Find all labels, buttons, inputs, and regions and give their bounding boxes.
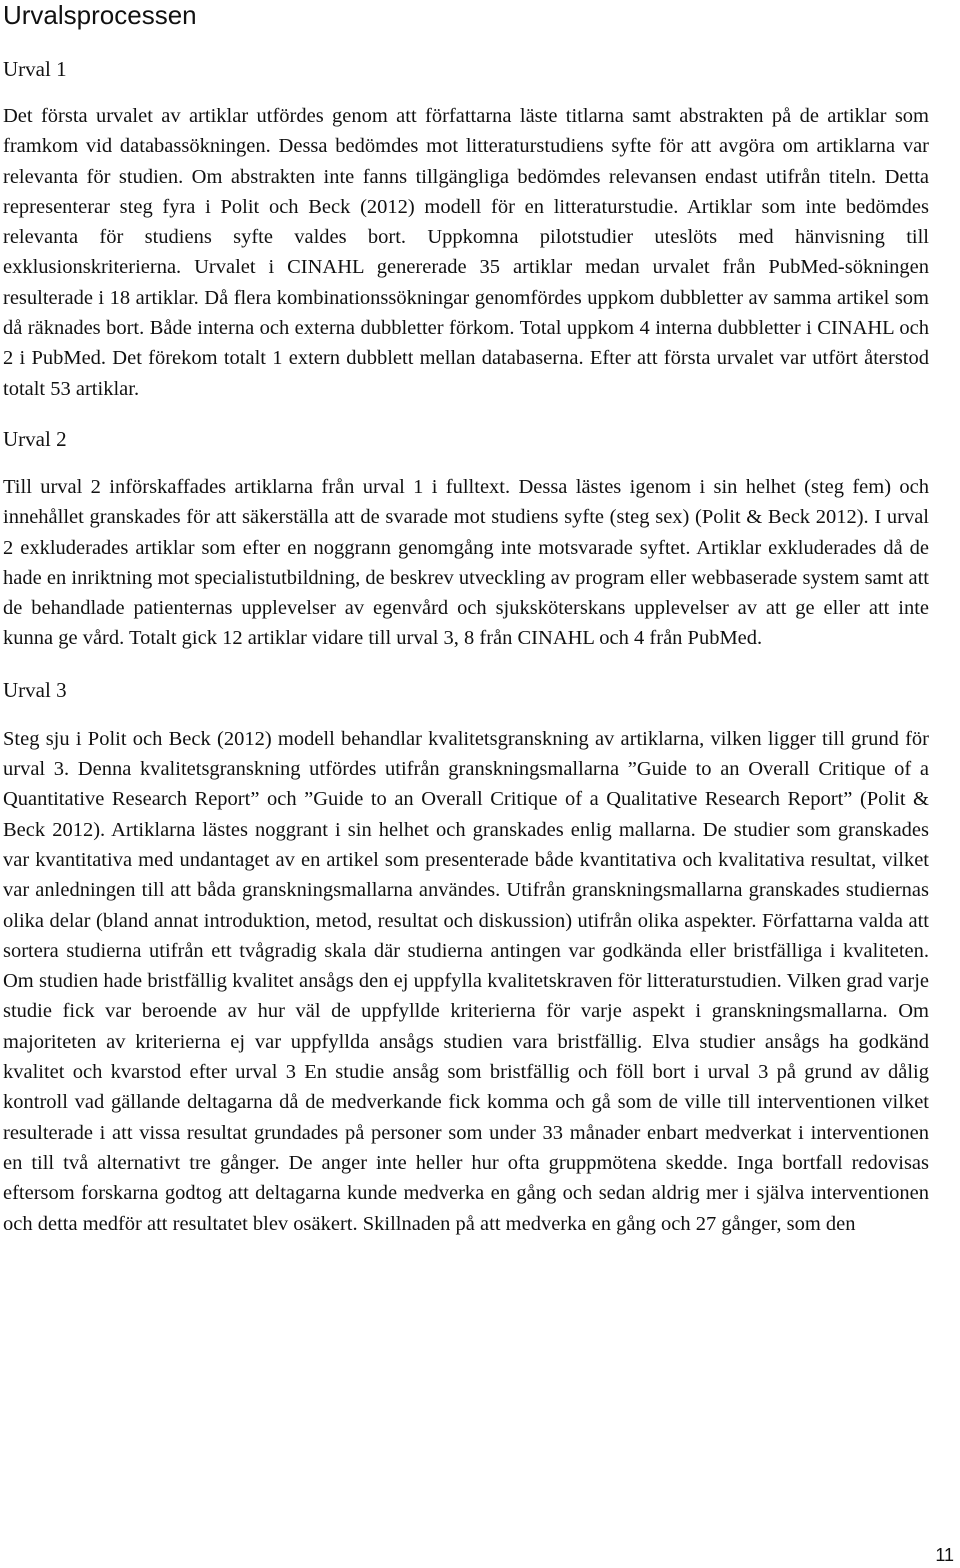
section-heading-urval-1: Urval 1 — [3, 57, 67, 81]
section-heading-urval-3: Urval 3 — [3, 677, 67, 702]
section-paragraph-urval-1: Det första urvalet av artiklar utfördes genom att författarna läste titlarna samt abstrakten på de artiklar som framkom vid databassökningen. Dessa bedömdes mot litteraturstudiens syfte för att avgöra om artiklarna var relevanta för studien. Om abstrakten inte fanns tillgängliga bedömdes relevansen endast utifrån titeln. Detta representerar steg fyra i Polit och Beck (2012) modell för en litteraturstudie. Artiklar som inte bedömdes relevanta för studiens syfte valdes bort. Uppkomna pilotstudier uteslöts med hänvisning till exklusionskriterierna. Urvalet i CINAHL genererade 35 artiklar medan urvalet från PubMed-sökningen resulterade i 18 artiklar. Då flera kombinationssökningar genomfördes uppkom dubbletter av samma artikel som då räknades bort. Både interna och externa dubbletter förkom. Total uppkom 4 interna dubbletter i CINAHL och 2 i PubMed. Det förekom totalt 1 extern dubblett mellan databaserna. Efter att första urvalet var utfört återstod totalt 53 artiklar. — [3, 105, 929, 400]
section-paragraph-urval-2: Till urval 2 införskaffades artiklarna från urval 1 i fulltext. Dessa lästes igenom i sin helhet (steg fem) och innehållet granskades för att säkerställa att de svarade mot studiens syfte (steg sex) (Polit & Beck 2012). I urval 2 exkluderades artiklar som efter en noggrann genomgång inte motsvarade syftet. Artiklar exkluderades då de hade en inriktning mot specialistutbildning, de beskrev utveckling av program eller webbaserade system samt att de behandlade patienternas upplevelser av egenvård och sjuksköterskans upplevelser av att ge eller att inte kunna ge vård. Totalt gick 12 artiklar vidare till urval 3, 8 från CINAHL och 4 från PubMed. — [3, 475, 929, 650]
section-paragraph-urval-3: Steg sju i Polit och Beck (2012) modell behandlar kvalitetsgranskning av artiklarna, vilken ligger till grund för urval 3. Denna kvalitetsgranskning utfördes utifrån granskningsmallarna ”Guide to an Overall Critique of a Quantitative Research Report” och ”Guide to an Overall Critique of a Qualitative Research Report” (Polit & Beck 2012). Artiklarna lästes noggrant i sin helhet och granskades enlig mallarna. De studier som granskades var kvantitativa med undantaget av en artikel som presenterade både kvantitativa och kvalitativa resultat, vilket var anledningen till att båda granskningsmallarna användes. Utifrån granskningsmallarna granskades studiernas olika delar (bland annat introduktion, metod, resultat och diskussion) utifrån olika aspekter. Författarna valda att sortera studierna utifrån ett tvågradig skala där studierna antingen var godkända eller bristfälliga i kvaliteten. Om studien hade bristfällig kvalitet ansågs den ej uppfylla kvalitetskraven för litteraturstudien. Vilken grad varje studie fick var beroende av hur väl de uppfyllde kriterierna för varje aspekt i granskningsmallarna. Om majoriteten av kriterierna ej var uppfyllda ansågs studien vara bristfällig. Elva studier ansågs ha godkänd kvalitet och kvarstod efter urval 3 En studie ansåg som bristfällig och föll bort i urval 3 på grund av dålig kontroll vad gällande deltagarna då de medverkande fick komma och gå som de ville till interventionen vilket resulterade i att vissa resultat grundades på personer som under 33 månader enbart medverkat i interventionen en till två alternativt tre gånger. De anger inte heller hur ofta gruppmötena skedde. Inga bortfall redovisas eftersom forskarna godtog att deltagarna kunde medverka en gång och sedan aldrig mer i själva interventionen och detta medför att resultatet blev osäkert. Skillnaden på att medverka en gång och 27 gånger, som den — [3, 727, 929, 1235]
page-title: Urvalsprocessen — [3, 0, 197, 30]
section-heading-urval-2: Urval 2 — [3, 426, 67, 451]
document-page — [3, 0, 929, 1239]
page-number: 11 — [935, 1545, 954, 1565]
